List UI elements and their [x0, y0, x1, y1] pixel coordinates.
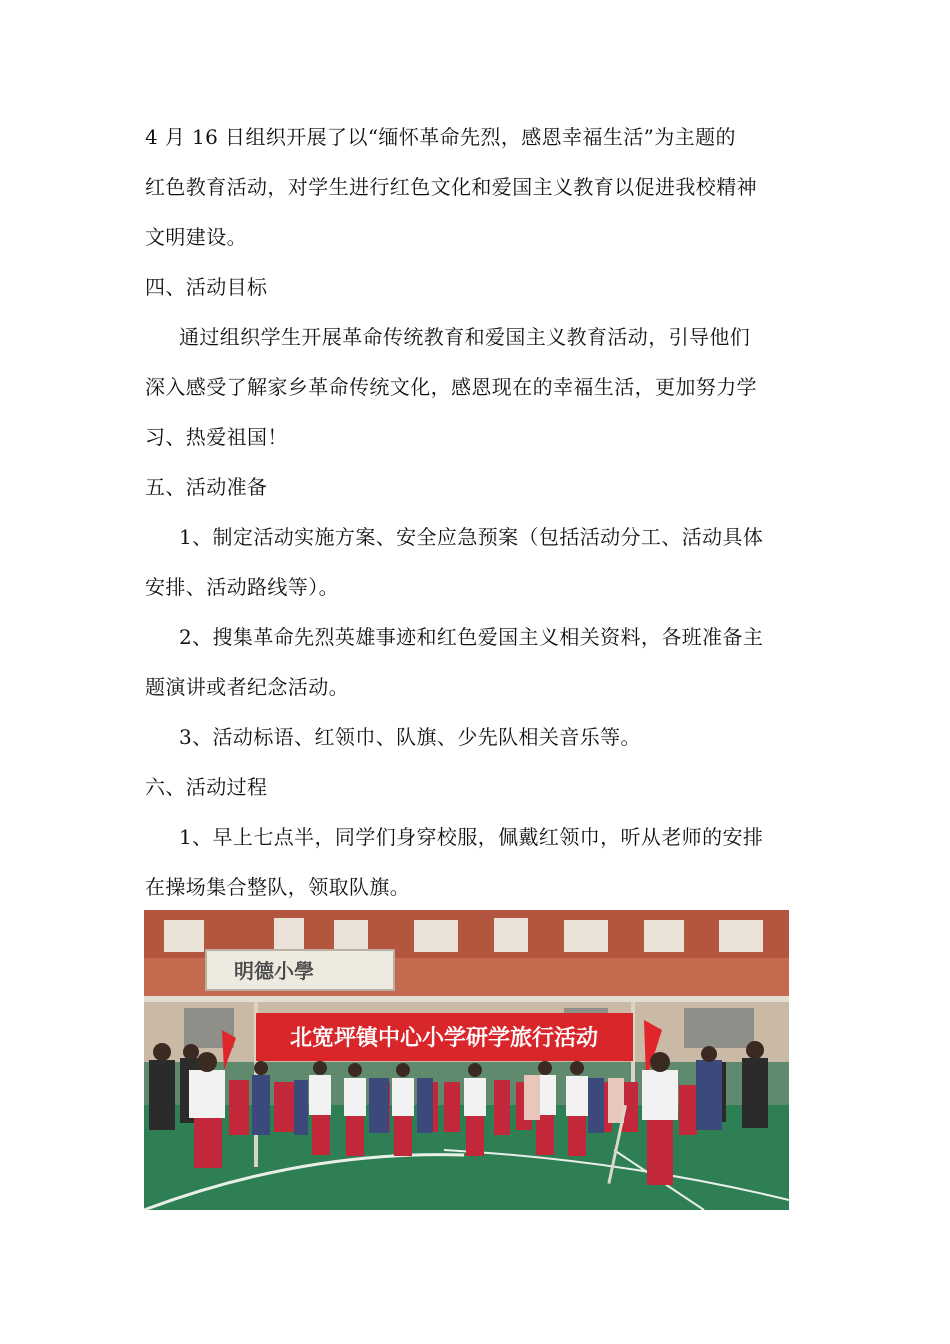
text-line: 1、制定活动实施方案、安全应急预案（包括活动分工、活动具体 [179, 525, 764, 549]
text-line: 深入感受了解家乡革命传统文化，感恩现在的幸福生活，更加努力学 [145, 375, 757, 399]
text-line: 4 月 16 日组织开展了以“缅怀革命先烈，感恩幸福生活”为主题的 [145, 125, 736, 149]
text-line: 1、早上七点半，同学们身穿校服，佩戴红领巾，听从老师的安排 [179, 825, 764, 849]
document-body [145, 112, 807, 912]
text-line: 在操场集合整队，领取队旗。 [145, 875, 411, 899]
text-line: 2、搜集革命先烈英雄事迹和红色爱国主义相关资料，各班准备主 [179, 625, 764, 649]
text-line: 安排、活动路线等）。 [145, 575, 339, 599]
activity-photo [144, 910, 789, 1210]
text-line: 3、活动标语、红领巾、队旗、少先队相关音乐等。 [179, 725, 641, 749]
text-line: 题演讲或者纪念活动。 [145, 675, 349, 699]
text-line: 红色教育活动，对学生进行红色文化和爱国主义教育以促进我校精神 [145, 175, 757, 199]
text-line: 通过组织学生开展革命传统教育和爱国主义教育活动，引导他们 [179, 325, 751, 349]
photo-illustration [144, 910, 789, 1210]
school-sign-text: 明德小學 [234, 959, 314, 983]
section-heading-process: 六、活动过程 [145, 775, 268, 799]
text-line: 习、热爱祖国！ [145, 425, 288, 449]
text-line: 文明建设。 [145, 225, 247, 249]
section-heading-preparation: 五、活动准备 [145, 475, 268, 499]
banner-text: 北宽坪镇中心小学研学旅行活动 [289, 1026, 599, 1051]
section-heading-goals: 四、活动目标 [145, 275, 268, 299]
